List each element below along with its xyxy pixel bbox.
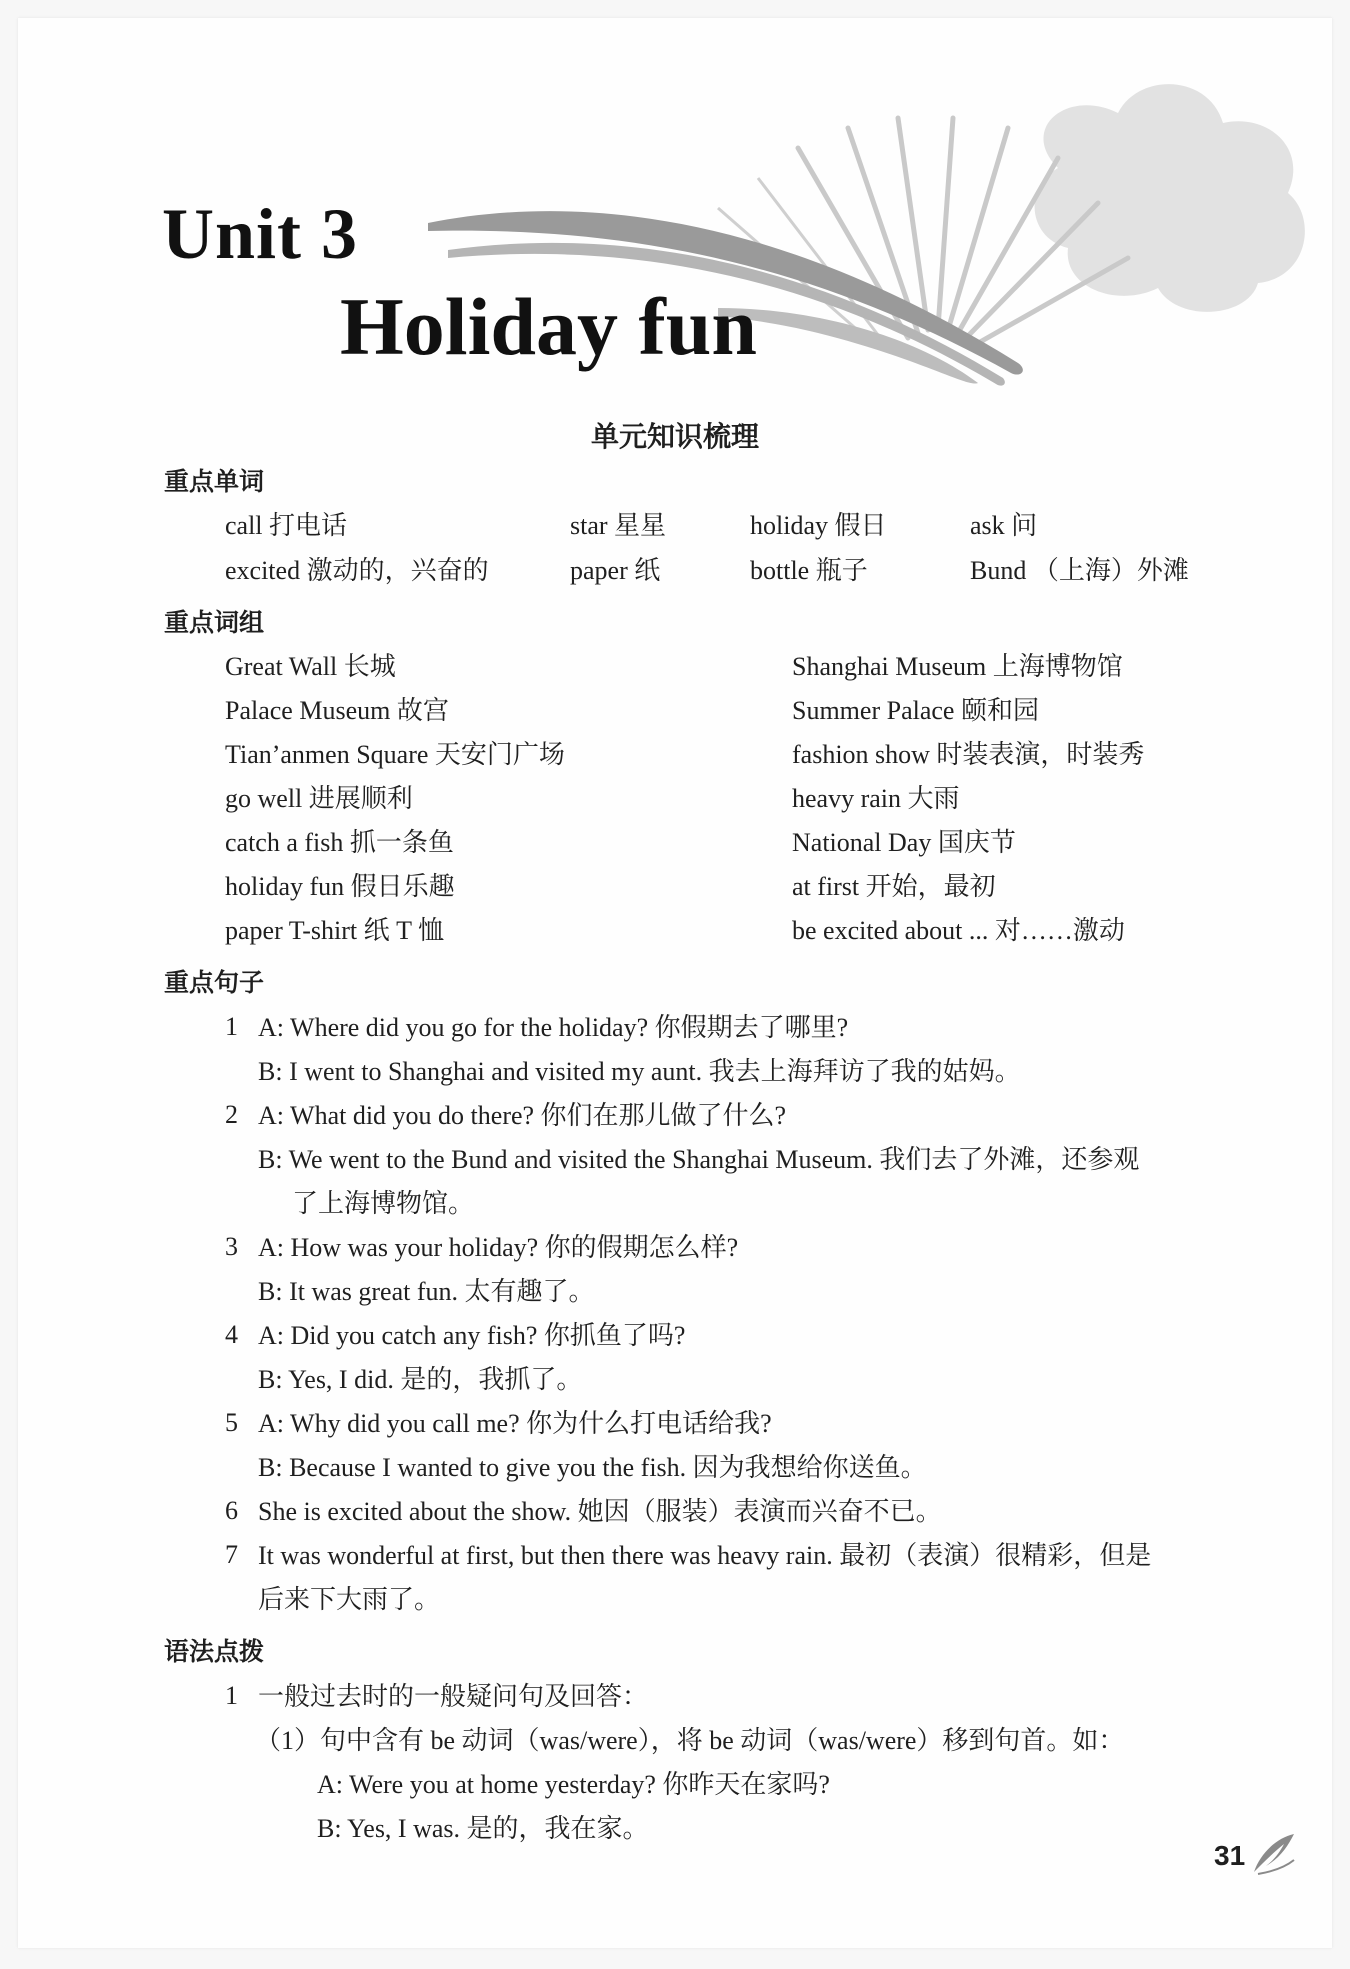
grammar-example: A: Were you at home yesterday? 你昨天在家吗? — [317, 1770, 830, 1799]
word-item: holiday 假日 — [750, 511, 887, 540]
word-item: paper 纸 — [570, 556, 661, 585]
phrase-item: Great Wall 长城 — [225, 652, 396, 681]
grammar-number: 1 — [225, 1681, 238, 1710]
phrase-item: go well 进展顺利 — [225, 784, 413, 813]
sentence-line: It was wonderful at first, but then there was heavy rain. 最初（表演）很精彩，但是 — [258, 1541, 1152, 1570]
phrase-item: at first 开始，最初 — [792, 872, 996, 901]
leaf-icon — [1250, 1832, 1298, 1876]
word-item: ask 问 — [970, 511, 1038, 540]
sentence-number: 3 — [225, 1232, 238, 1261]
sentence-line: 了上海博物馆。 — [292, 1189, 475, 1218]
sentence-line: B: I went to Shanghai and visited my aunt. 我去上海拜访了我的姑妈。 — [258, 1057, 1021, 1086]
sentence-number: 1 — [225, 1012, 238, 1041]
sentence-line: She is excited about the show. 她因（服装）表演而兴奋不已。 — [258, 1497, 942, 1526]
sentence-line: B: Yes, I did. 是的，我抓了。 — [258, 1365, 583, 1394]
sentence-number: 5 — [225, 1408, 238, 1437]
word-item: star 星星 — [570, 511, 667, 540]
grammar-example: B: Yes, I was. 是的，我在家。 — [317, 1814, 649, 1843]
word-item: excited 激动的，兴奋的 — [225, 556, 489, 585]
phrase-item: Palace Museum 故宫 — [225, 696, 449, 725]
phrase-item: catch a fish 抓一条鱼 — [225, 828, 454, 857]
phrase-item: fashion show 时装表演，时装秀 — [792, 740, 1145, 769]
grammar-heading: 一般过去时的一般疑问句及回答： — [258, 1682, 649, 1711]
section-heading-phrases: 重点词组 — [164, 608, 265, 637]
phrase-item: National Day 国庆节 — [792, 828, 1016, 857]
sentence-line: B: It was great fun. 太有趣了。 — [258, 1277, 595, 1306]
sentence-line: A: Where did you go for the holiday? 你假期去了哪里? — [258, 1013, 849, 1042]
section-heading-words: 重点单词 — [164, 467, 265, 496]
word-item: call 打电话 — [225, 511, 348, 540]
sentence-line: 后来下大雨了。 — [258, 1585, 441, 1614]
phrase-item: be excited about ... 对……激动 — [792, 916, 1125, 945]
word-item: bottle 瓶子 — [750, 556, 868, 585]
sentence-number: 4 — [225, 1320, 238, 1349]
phrase-item: paper T-shirt 纸 T 恤 — [225, 916, 445, 945]
sentence-line: A: How was your holiday? 你的假期怎么样? — [258, 1233, 739, 1262]
phrase-item: holiday fun 假日乐趣 — [225, 872, 455, 901]
unit-title: Holiday fun — [340, 281, 757, 372]
sentence-number: 7 — [225, 1540, 238, 1569]
phrase-item: Summer Palace 颐和园 — [792, 696, 1039, 725]
section-heading-sentences: 重点句子 — [164, 968, 265, 997]
phrase-item: Shanghai Museum 上海博物馆 — [792, 652, 1123, 681]
sentence-number: 6 — [225, 1496, 238, 1525]
summary-heading: 单元知识梳理 — [590, 420, 759, 453]
sentence-line: B: Because I wanted to give you the fish. 因为我想给你送鱼。 — [258, 1453, 927, 1482]
phrase-item: Tian’anmen Square 天安门广场 — [225, 740, 565, 769]
word-item: Bund （上海）外滩 — [970, 556, 1189, 585]
sentence-line: A: What did you do there? 你们在那儿做了什么? — [258, 1101, 787, 1130]
phrase-item: heavy rain 大雨 — [792, 784, 960, 813]
sentence-line: B: We went to the Bund and visited the Shanghai Museum. 我们去了外滩，还参观 — [258, 1145, 1140, 1174]
page-number: 31 — [1214, 1840, 1246, 1871]
grammar-rule: （1）句中含有 be 动词（was/were），将 be 动词（was/were）移到句首。如： — [255, 1726, 1125, 1755]
sentence-line: A: Did you catch any fish? 你抓鱼了吗? — [258, 1321, 686, 1350]
sentence-line: A: Why did you call me? 你为什么打电话给我? — [258, 1409, 772, 1438]
section-heading-grammar: 语法点拨 — [164, 1637, 265, 1666]
sentence-number: 2 — [225, 1100, 238, 1129]
unit-number: Unit 3 — [162, 194, 359, 274]
